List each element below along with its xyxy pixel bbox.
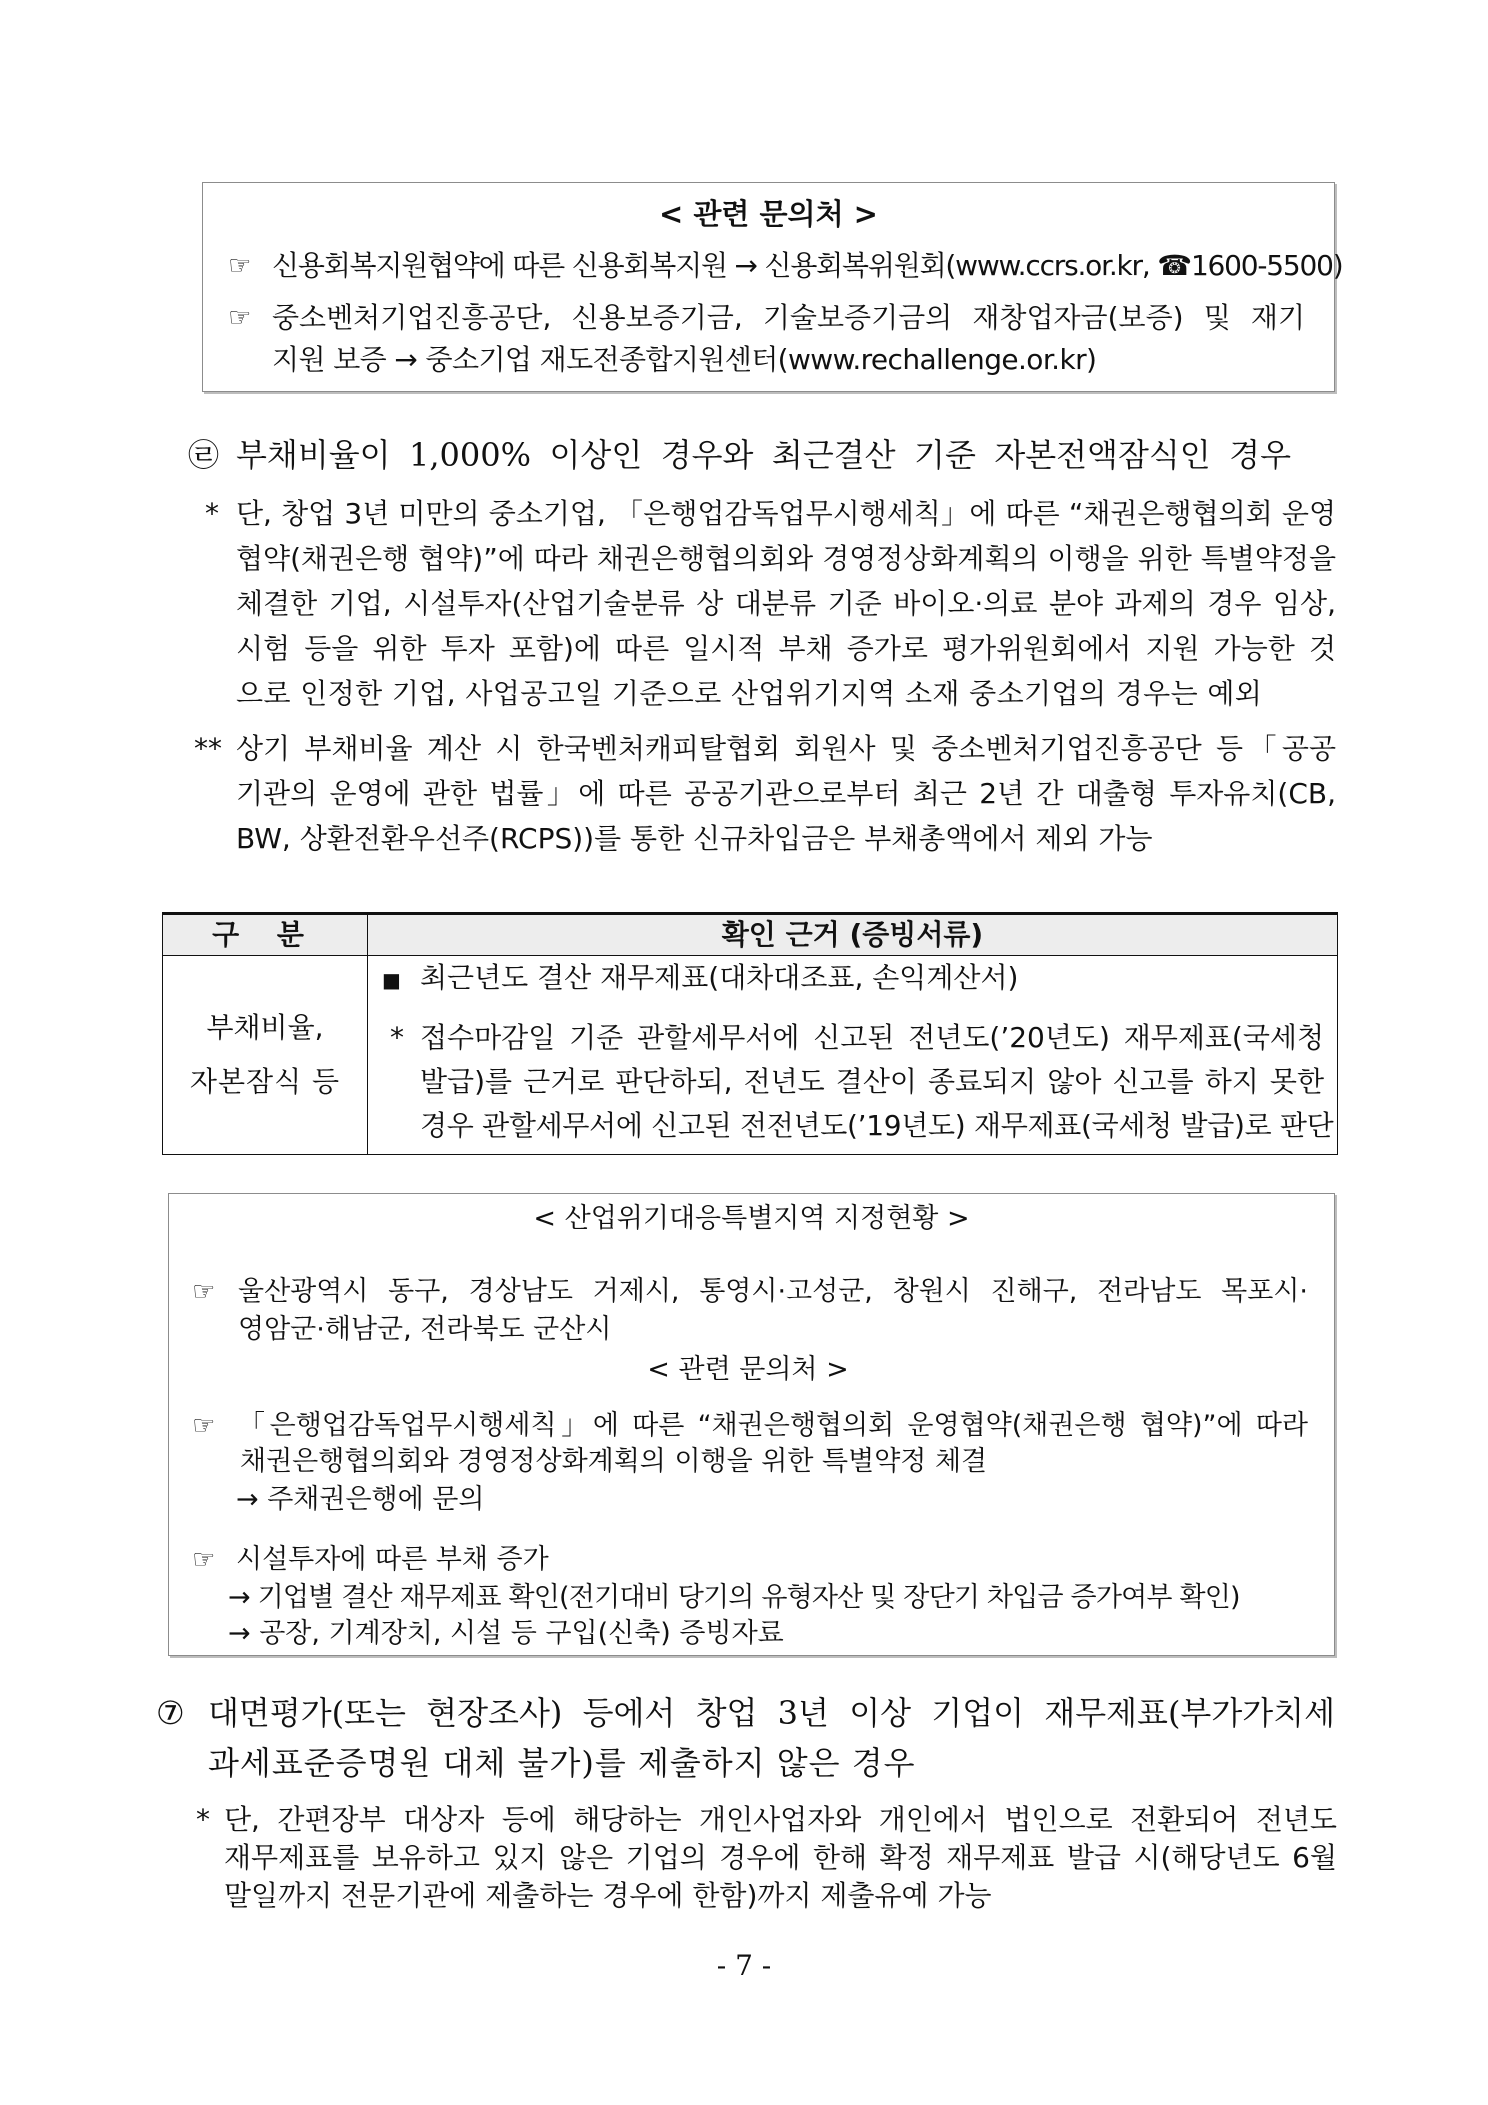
note1-line-1: 단, 창업 3년 미만의 중소기업, 「은행업감독업무시행세칙」에 따른 “채권은행협의회 운영 [236,497,1336,530]
table-header-evidence: 확인 근거 (증빙서류) [368,914,1338,956]
square-bullet-icon: ■ [382,968,401,992]
pointing-hand-icon: ☞ [192,1277,216,1307]
table-cell-category [163,956,368,1155]
note1-line-2: 협약(채권은행 협약)”에 따라 채권은행협의회와 경영정상화계획의 이행을 위한 특별약정을 [236,542,1336,575]
note2-line-3: BW, 상환전환우선주(RCPS))를 통한 신규차입금은 부채총액에서 제외 가능 [236,822,1153,855]
table-cell-evidence [368,956,1338,1155]
section-7-note-2: 재무제표를 보유하고 있지 않은 기업의 경우에 한해 확정 재무제표 발급 시(해당년도 6월 [224,1841,1337,1874]
note1-line-5: 으로 인정한 기업, 사업공고일 기준으로 산업위기지역 소재 중소기업의 경우는 예외 [236,677,1263,710]
section-ra-heading: 부채비율이 1,000% 이상인 경우와 최근결산 기준 자본전액잠식인 경우 [236,436,1291,474]
evidence-note-line-1: 접수마감일 기준 관할세무서에 신고된 전년도(’20년도) 재무제표(국세청 [420,1021,1324,1054]
table-header-category: 구 분 [163,914,368,956]
pointing-hand-icon: ☞ [228,303,252,333]
category-line-2: 자본잠식 등 [189,1065,341,1098]
page-number: - 7 - [716,1949,772,1982]
category-line-1: 부채비율, [206,1011,324,1044]
evidence-item: 최근년도 결산 재무제표(대차대조표, 손익계산서) [420,961,1019,994]
region-line-1: 울산광역시 동구, 경상남도 거제시, 통영시·고성군, 창원시 진해구, 전라남도 목포시· [238,1276,1308,1307]
section-7-note-1: 단, 간편장부 대상자 등에 해당하는 개인사업자와 개인에서 법인으로 전환되어 전년도 [224,1803,1337,1836]
bank-line-1: 「은행업감독업무시행세칙」에 따른 “채권은행협의회 운영협약(채권은행 협약)”에 따라 [238,1410,1308,1441]
evidence-note-line-2: 발급)를 근거로 판단하되, 전년도 결산이 종료되지 않아 신고를 하지 못한 [420,1065,1324,1098]
contact-item-credit-recovery: 신용회복지원협약에 따른 신용회복지원 → 신용회복위원회(www.ccrs.or.kr, ☎1600-5500) [272,249,1343,282]
section-7-marker: ⑦ [156,1694,185,1732]
contact-item-restart-fund-cont: 지원 보증 → 중소기업 재도전종합지원센터(www.rechallenge.or.kr) [272,343,1097,376]
facility-line-2: → 기업별 결산 재무제표 확인(전기대비 당기의 유형자산 및 장단기 차입금 증가여부 확인) [228,1582,1240,1613]
region-line-2: 영암군·해남군, 전라북도 군산시 [238,1314,612,1345]
bank-line-2: 채권은행협의회와 경영정상화계획의 이행을 위한 특별약정 체결 [240,1446,988,1477]
pointing-hand-icon: ☞ [192,1411,216,1441]
section-7-heading-2: 과세표준증명원 대체 불가)를 제출하지 않은 경우 [208,1744,916,1782]
section-7-heading-1: 대면평가(또는 현장조사) 등에서 창업 3년 이상 기업이 재무제표(부가가치세 [208,1694,1335,1732]
contact-item-restart-fund: 중소벤처기업진흥공단, 신용보증기금, 기술보증기금의 재창업자금(보증) 및 재기 [272,301,1305,334]
note2-line-2: 기관의 운영에 관한 법률」에 따른 공공기관으로부터 최근 2년 간 대출형 투자유치(CB, [236,777,1336,810]
note-marker: ** [194,732,222,765]
note1-line-3: 체결한 기업, 시설투자(산업기술분류 상 대분류 기준 바이오·의료 분야 과제의 경우 임상, [236,587,1336,620]
bank-line-3: → 주채권은행에 문의 [236,1484,485,1515]
pointing-hand-icon: ☞ [228,251,252,281]
crisis-region-title: < 산업위기대응특별지역 지정현황 > [533,1203,970,1234]
evidence-table [162,912,1338,1155]
contact-box-title: < 관련 문의처 > [659,197,878,231]
facility-line-3: → 공장, 기계장치, 시설 등 구입(신축) 증빙자료 [228,1618,784,1649]
contact-subtitle: < 관련 문의처 > [647,1354,849,1385]
note-marker: * [196,1803,210,1836]
pointing-hand-icon: ☞ [192,1545,216,1575]
note2-line-1: 상기 부채비율 계산 시 한국벤처캐피탈협회 회원사 및 중소벤처기업진흥공단 등「공공 [236,732,1336,765]
section-7-note-3: 말일까지 전문기관에 제출하는 경우에 한함)까지 제출유예 가능 [224,1879,992,1912]
section-ra-marker: ㉣ [188,438,219,474]
facility-line-1: 시설투자에 따른 부채 증가 [236,1544,549,1575]
note-marker: * [390,1021,404,1054]
evidence-note-line-3: 경우 관할세무서에 신고된 전전년도(’19년도) 재무제표(국세청 발급)로 판단 [420,1109,1334,1142]
note1-line-4: 시험 등을 위한 투자 포함)에 따른 일시적 부채 증가로 평가위원회에서 지원 가능한 것 [236,632,1336,665]
note-marker: * [205,497,219,530]
